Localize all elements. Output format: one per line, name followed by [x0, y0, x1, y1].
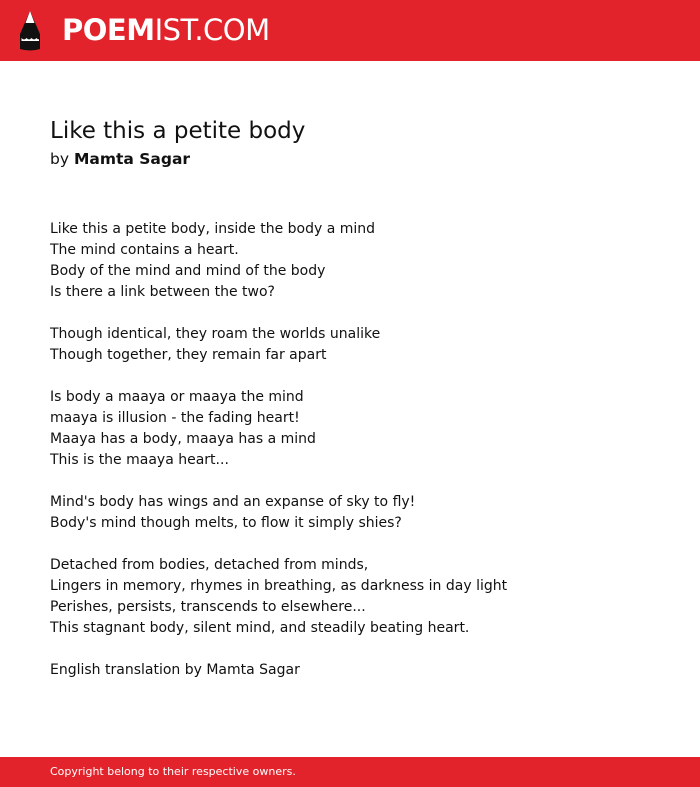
author-name: Mamta Sagar [73, 150, 191, 168]
stanza-gap [50, 303, 650, 324]
poem-line: Perishes, persists, transcends to elsewhere... [50, 599, 366, 615]
poem-line: maaya is illusion - the fading heart! [50, 410, 300, 426]
stanza-gap [50, 471, 650, 492]
site-header [0, 0, 700, 61]
poem-line: Maaya has a body, maaya has a mind [50, 431, 316, 447]
site-logo[interactable] [62, 12, 270, 48]
stanza-gap [50, 534, 650, 555]
poem-line: Body's mind though melts, to flow it simply shies? [50, 515, 402, 531]
logo-light-text: IST.COM [154, 13, 270, 47]
poem-line: Like this a petite body, inside the body a mind [50, 221, 376, 237]
site-footer [0, 757, 700, 787]
poem-line: Is body a maaya or maaya the mind [50, 389, 304, 405]
poem-line: Is there a link between the two? [50, 284, 275, 300]
poem-line: Body of the mind and mind of the body [50, 263, 326, 279]
poem-body [50, 219, 650, 639]
stanza-gap [50, 366, 650, 387]
poem-line: Though identical, they roam the worlds unalike [50, 326, 381, 342]
poem-line: Detached from bodies, detached from minds, [50, 557, 369, 573]
poem-title: Like this a petite body [50, 118, 306, 144]
byline [50, 148, 190, 170]
poem-line: Mind's body has wings and an expanse of sky to fly! [50, 494, 416, 510]
copyright-text: Copyright belong to their respective owners. [50, 765, 296, 778]
poem-line: Though together, they remain far apart [50, 347, 327, 363]
translation-note: English translation by Mamta Sagar [50, 662, 300, 678]
poem-line: This is the maaya heart... [50, 452, 229, 468]
poem-line: Lingers in memory, rhymes in breathing, as darkness in day light [50, 578, 508, 594]
logo-bold-text: POEM [62, 13, 155, 47]
pen-nib-icon[interactable] [18, 10, 42, 51]
poem-line: The mind contains a heart. [50, 242, 239, 258]
by-label: by [50, 150, 70, 168]
poem-line: This stagnant body, silent mind, and steadily beating heart. [50, 620, 470, 636]
